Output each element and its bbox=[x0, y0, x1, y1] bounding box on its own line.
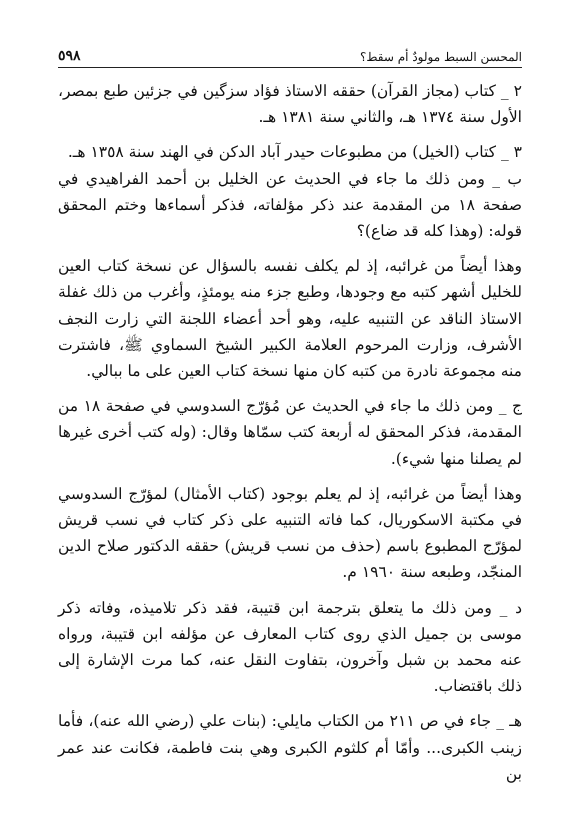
header-rule bbox=[58, 67, 522, 68]
paragraph-muarrij-comment: وهذا أيضاً من غرائبه، إذ لم يعلم بوجود (كتاب الأمثال) لمؤرّج السدوسي في مكتبة الاسكوريال، كما فاته التنبيه على ذكر كتاب في نسب قريش لمؤرّج المطبوع باسم (حذف من نسب قريش) حققه الدكتور صلاح الدين المنجّد، وطبعه سنة ١٩٦٠ م. bbox=[58, 484, 522, 582]
running-title: المحسن السبط مولودٌ أم سقط؟ bbox=[360, 50, 522, 64]
page-body bbox=[58, 78, 522, 787]
paragraph-khalil-comment: وهذا أيضاً من غرائبه، إذ لم يكلف نفسه بالسؤال عن نسخة كتاب العين للخليل أشهر كتبه مع وجودها، وطبع جزء منه يومئذٍ، وأغرب من ذلك غفلة الاستاذ الناقد عن التنبيه عليه، وهو أحد أعضاء اللجنة التي زارت النجف الأشرف، وزارت المرحوم العلامة الكبير الشيخ السماوي ﷺ، فاشترت منه مجموعة نادرة من كتبه كان منها نسخة كتاب العين على ما ببالي. bbox=[58, 257, 522, 381]
page-header bbox=[58, 44, 522, 64]
paragraph-item-2: ٢ _ كتاب (مجاز القرآن) حققه الاستاذ فؤاد سزگين في جزئين طبع بمصر، الأول سنة ١٣٧٤ هـ، والثاني سنة ١٣٨١ هـ. bbox=[58, 82, 522, 127]
paragraph-section-h: هـ _ جاء في ص ٢١١ من الكتاب مايلي: (بنات علي (رضي الله عنه)، فأما زينب الكبرى... وأمّا أم كلثوم الكبرى وهي بنت فاطمة، فكانت عند عمر بن bbox=[58, 712, 522, 783]
paragraph-item-3: ٣ _ كتاب (الخيل) من مطبوعات حيدر آباد الدكن في الهند سنة ١٣٥٨ هـ. bbox=[67, 143, 522, 162]
paragraph-section-j: ج _ ومن ذلك ما جاء في الحديث عن مُؤرّج السدوسي في صفحة ١٨ من المقدمة، فذكر المحقق له أربعة كتب سمّاها وقال: (وله كتب أخرى غيرها لم يصلنا منها شيء). bbox=[58, 397, 522, 468]
paragraph-section-b: ب _ ومن ذلك ما جاء في الحديث عن الخليل بن أحمد الفراهيدي في صفحة ١٨ من المقدمة عند ذكر مؤلفاته، فذكر أسماءها وختم المحقق قوله: (وهذا كله قد ضاع)؟ bbox=[58, 169, 522, 241]
paragraph-section-d: د _ ومن ذلك ما يتعلق بترجمة ابن قتيبة، فقد ذكر تلاميذه، وفاته ذكر موسى بن جميل الذي روى كتاب المعارف عن مؤلفه ابن قتيبة، ورواه عنه محمد بن شبل وآخرون، بتفاوت النقل عنه، كما مرت الإشارة إلى ذلك باقتضاب. bbox=[58, 598, 522, 696]
page-number: ٥٩٨ bbox=[58, 48, 81, 64]
